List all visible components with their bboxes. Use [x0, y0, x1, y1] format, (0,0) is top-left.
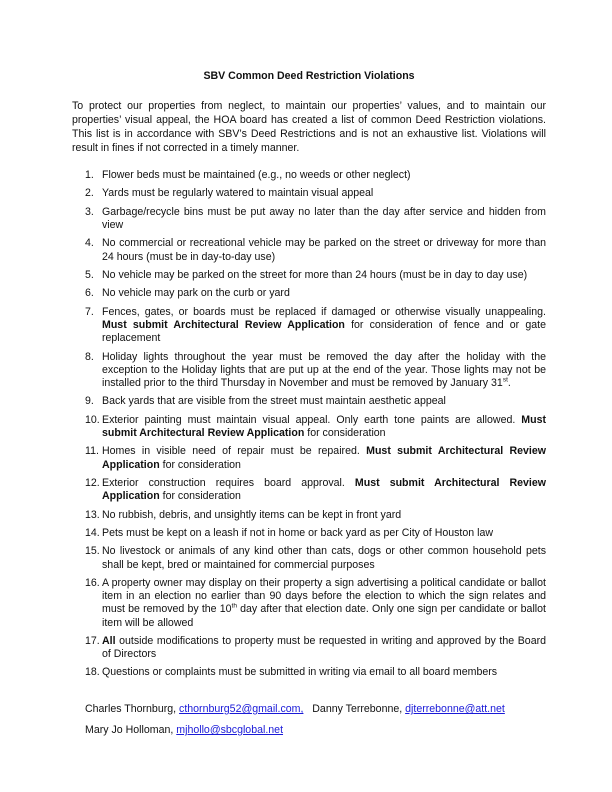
item-text: No livestock or animals of any kind other than cats, dogs or other common household pets shall be kept, bred or maintained for commercial purposes	[102, 545, 546, 571]
violation-item	[72, 287, 546, 300]
item-text: Yards must be regularly watered to maintain visual appeal	[102, 187, 374, 200]
contact-email-link[interactable]: djterrebonne@att.net	[405, 703, 505, 715]
document-title: SBV Common Deed Restriction Violations	[203, 70, 415, 82]
item-number: 18.	[85, 666, 100, 679]
item-number: 3.	[85, 205, 94, 218]
item-number: 1.	[85, 169, 94, 181]
item-text: No vehicle may park on the curb or yard	[102, 287, 290, 300]
item-number: 6.	[85, 287, 94, 300]
contact-name: Charles Thornburg,	[85, 703, 180, 715]
item-bold-text: Must submit Architectural Review Application	[102, 318, 345, 331]
violation-item	[72, 509, 546, 522]
violation-item	[72, 477, 546, 503]
item-text-tail: for consideration	[159, 458, 241, 471]
item-number: 8.	[85, 350, 94, 363]
item-number: 11.	[85, 445, 99, 458]
item-number: 12.	[85, 476, 100, 489]
violation-item	[72, 306, 546, 346]
item-text: Exterior construction requires board approval.	[102, 476, 355, 489]
item-text-tail: for consideration	[159, 490, 241, 503]
item-text: Flower beds must be maintained (e.g., no weeds or other neglect)	[102, 169, 411, 181]
intro-paragraph: To protect our properties from neglect, to maintain our properties’ values, and to maintain our properties’ visual appeal, the HOA board has created a list of common Deed Restriction violations. This list is in accordance with SBV’s Deed Restrictions and is not an exhaustive list. Violations will result in fines if not corrected in a timely manner.	[72, 100, 546, 154]
item-text: Garbage/recycle bins must be put away no later than the day after service and hidden from view	[102, 205, 546, 231]
violation-item	[72, 414, 546, 440]
item-number: 17.	[85, 634, 100, 647]
item-text-tail: .	[507, 376, 511, 389]
item-number: 5.	[85, 268, 94, 281]
item-number: 15.	[85, 545, 100, 558]
violation-item	[72, 445, 546, 471]
item-number: 4.	[85, 237, 94, 250]
item-bold-text: Must submit Architectural Review Application	[102, 413, 546, 439]
document-page	[72, 70, 546, 685]
violation-item	[72, 206, 546, 232]
item-text: A property owner may display on their property a sign advertising a political candidate or ballot item in an election no earlier than 90 days before the election to which the sign relates and must be removed by the 10	[102, 576, 546, 616]
item-text-tail: for consideration of fence and or gate replacement	[102, 318, 546, 345]
item-text: Fences, gates, or boards must be replaced if damaged or otherwise visually unappealing.	[102, 305, 546, 318]
item-bold-text: All	[102, 634, 116, 647]
contacts-line-1	[85, 699, 505, 720]
item-text: Back yards that are visible from the street must maintain aesthetic appeal	[102, 395, 446, 408]
violation-item	[72, 666, 546, 679]
contact-name: Mary Jo Holloman,	[85, 724, 177, 736]
item-text: Pets must be kept on a leash if not in home or back yard as per City of Houston law	[102, 526, 493, 539]
violation-item	[72, 635, 546, 661]
item-text: No vehicle may be parked on the street for more than 24 hours (must be in day to day use)	[102, 268, 528, 281]
item-number: 9.	[85, 395, 94, 408]
item-number: 13.	[85, 508, 100, 521]
item-text: Exterior painting must maintain visual appeal. Only earth tone paints are allowed.	[102, 413, 522, 426]
item-bold-text: Must submit Architectural Review Application	[102, 445, 546, 471]
violation-item	[72, 545, 546, 571]
item-text: No commercial or recreational vehicle may be parked on the street or driveway for more than 24 hours (must be in day-to-day use)	[102, 237, 546, 263]
violation-item	[72, 395, 546, 408]
item-text: No rubbish, debris, and unsightly items can be kept in front yard	[102, 508, 402, 521]
item-number: 16.	[85, 576, 100, 589]
contact-name: Danny Terrebonne,	[312, 703, 406, 715]
item-number: 2.	[85, 187, 94, 200]
item-text: Questions or complaints must be submitted in writing via email to all board members	[102, 666, 498, 679]
item-text-tail: day after that election date. Only one sign per candidate or ballot item will be allowed	[102, 603, 546, 629]
item-number: 14.	[85, 526, 100, 539]
violations-list	[72, 169, 546, 680]
violation-item	[72, 237, 546, 263]
item-text: Homes in visible need of repair must be repaired.	[102, 445, 367, 458]
contact-email-link[interactable]: mjhollo@sbcglobal.net	[176, 724, 284, 736]
contacts-line-2	[85, 720, 505, 741]
item-text-tail: outside modifications to property must be requested in writing and approved by the Board of Directors	[102, 634, 546, 661]
contact-email-link[interactable]: cthornburg52@gmail.com,	[179, 703, 304, 715]
item-text: Holiday lights throughout the year must be removed the day after the holiday with the exception to the Holiday lights that are put up at the end of the year. Those lights may not be installed prior to the third Thursday in November and must be removed by January 31	[102, 350, 546, 389]
contacts-block	[85, 699, 505, 741]
item-number: 10.	[85, 413, 100, 426]
violation-item	[72, 169, 546, 182]
violation-item	[72, 269, 546, 282]
item-bold-text: Must submit Architectural Review Application	[102, 476, 547, 503]
item-text-tail: for consideration	[304, 426, 386, 439]
item-superscript: th	[231, 602, 237, 610]
violation-item	[72, 351, 546, 391]
violation-item	[72, 187, 546, 200]
item-superscript: st	[502, 376, 508, 384]
item-number: 7.	[85, 305, 94, 318]
violation-item	[72, 577, 546, 630]
violation-item	[72, 527, 546, 540]
